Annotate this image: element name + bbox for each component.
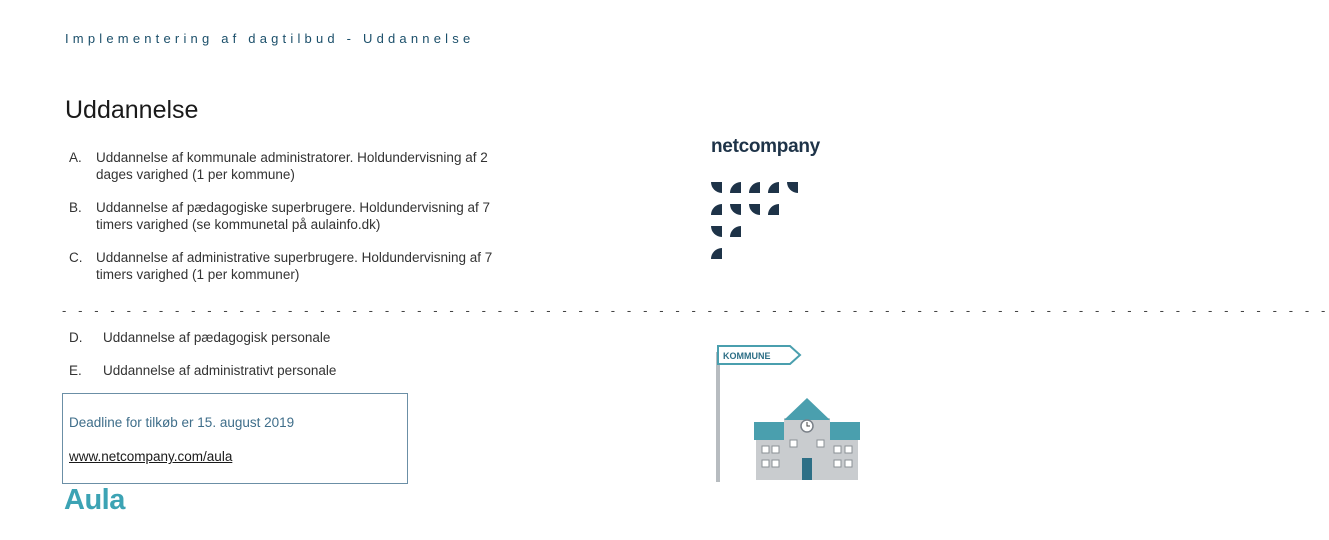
item-label: B. bbox=[69, 200, 82, 215]
list-item-b bbox=[69, 199, 549, 235]
list-item-c bbox=[69, 249, 549, 285]
netcompany-mark-icon bbox=[708, 178, 798, 262]
item-label: D. bbox=[69, 330, 83, 345]
item-text: Uddannelse af pædagogisk personale bbox=[103, 330, 331, 345]
item-label: A. bbox=[69, 150, 82, 165]
item-text: Uddannelse af pædagogiske superbrugere. Holdundervisning af 7 timers varighed (se kommunetal på aulainfo.dk) bbox=[96, 200, 491, 232]
item-text: Uddannelse af administrative superbrugere. Holdundervisning af 7 timers varighed (1 per kommuner) bbox=[96, 250, 493, 282]
page-title: Uddannelse bbox=[65, 96, 199, 124]
kommune-building-icon bbox=[712, 342, 862, 484]
list-item-d bbox=[69, 329, 469, 347]
slide-header: Implementering af dagtilbud - Uddannelse bbox=[65, 31, 475, 46]
item-label: C. bbox=[69, 250, 83, 265]
item-text: Uddannelse af administrativt personale bbox=[103, 363, 337, 378]
list-item-a bbox=[69, 149, 549, 185]
deadline-text: Deadline for tilkøb er 15. august 2019 bbox=[69, 415, 295, 430]
aula-logo: Aula bbox=[64, 484, 125, 516]
netcompany-logo: netcompany bbox=[711, 136, 820, 157]
item-label: E. bbox=[69, 363, 82, 378]
list-item-e bbox=[69, 362, 469, 380]
section-divider: - - - - - - - - - - - - - - - - - - - - - - - - - - - - - - - - - - - - - - - - - - - - - - - - - - - - - - - - - - - - - - - - - - - - - - - - - - - - - - - bbox=[62, 303, 1329, 318]
deadline-box bbox=[62, 393, 408, 484]
netcompany-aula-link[interactable]: www.netcompany.com/aula bbox=[69, 449, 233, 464]
sign-text: KOMMUNE bbox=[723, 351, 771, 361]
item-text: Uddannelse af kommunale administratorer. Holdundervisning af 2 dages varighed (1 per kommune) bbox=[96, 150, 488, 182]
